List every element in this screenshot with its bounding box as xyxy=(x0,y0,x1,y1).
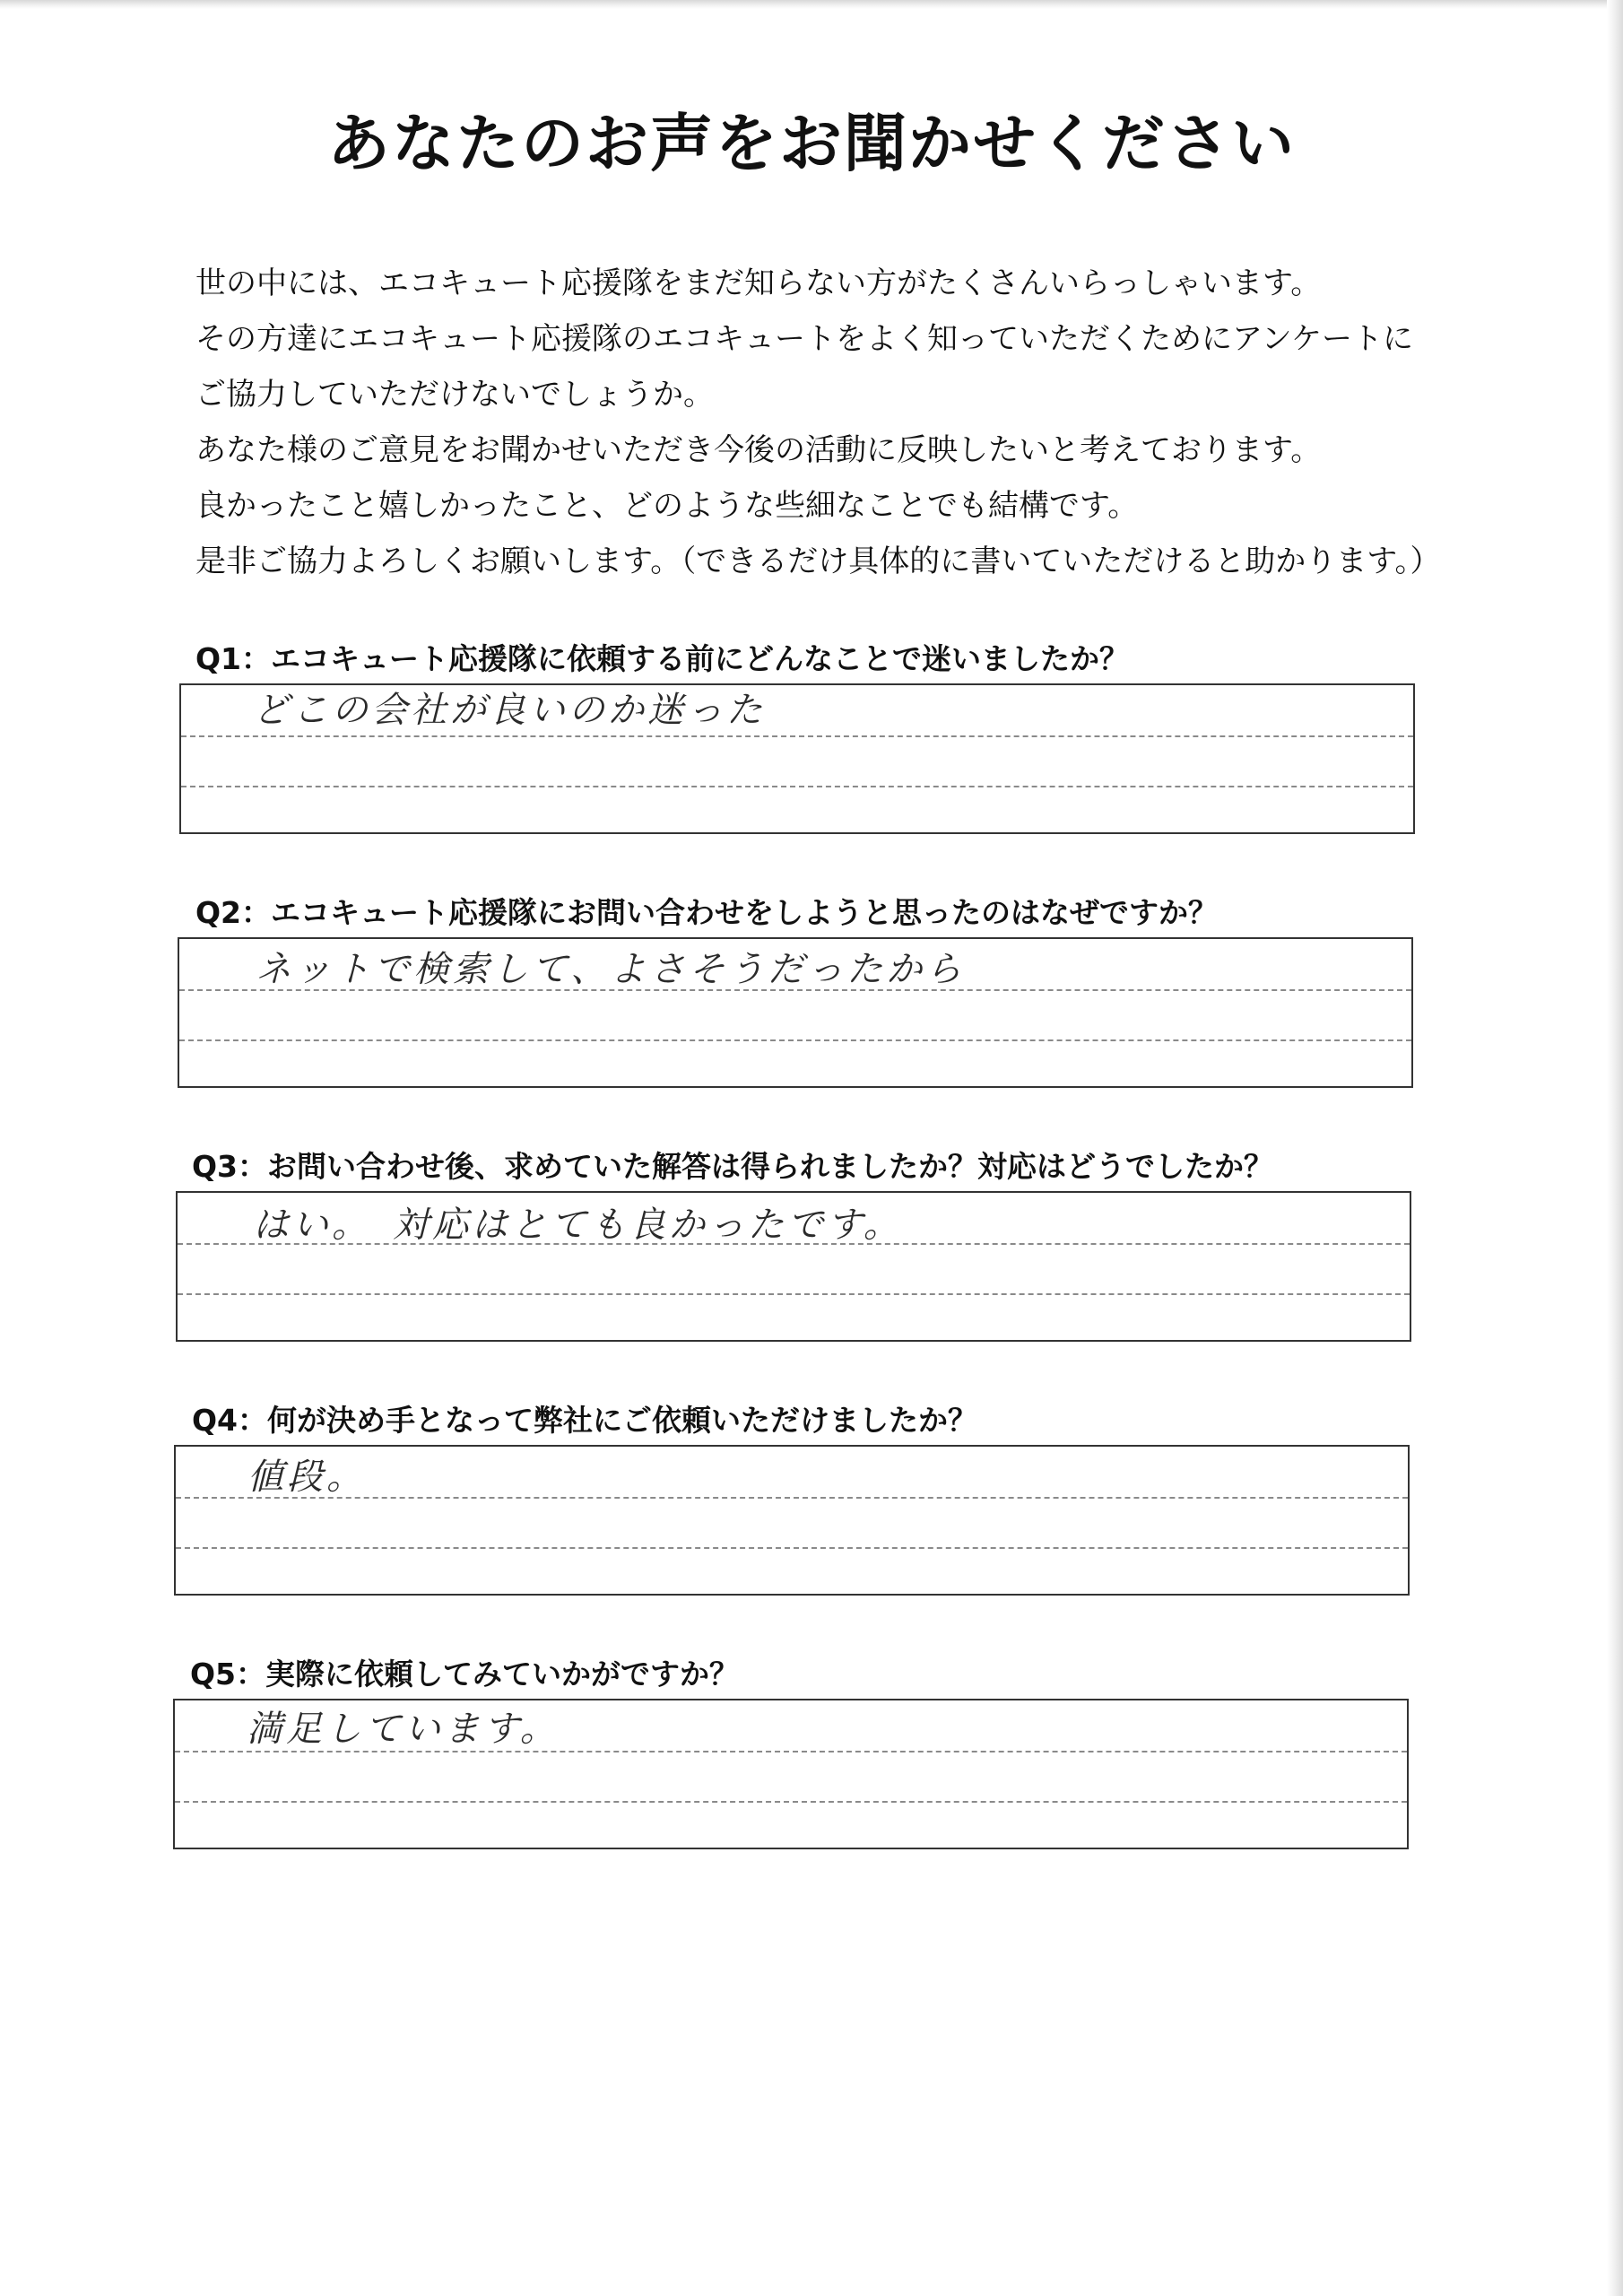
question-4-answer-box[interactable] xyxy=(174,1445,1410,1596)
scan-edge-right xyxy=(1607,0,1623,2296)
question-4-label: Q4：何が決め手となって弊社にご依頼いただけましたか？ xyxy=(192,1403,978,1438)
answer-rule-line xyxy=(179,1039,1411,1041)
question-4-answer: 値段。 xyxy=(247,1457,366,1498)
question-2-answer: ネットで検索して、よさそうだったから xyxy=(256,949,966,990)
intro-line: 是非ご協力よろしくお願いします。（できるだけ具体的に書いていただけると助かります。） xyxy=(195,544,1441,579)
question-1-answer: どこの会社が良いのか迷った xyxy=(253,690,766,731)
intro-paragraph xyxy=(195,256,1451,589)
question-3 xyxy=(0,1149,1623,1355)
page-title: あなたのお声をお聞かせください xyxy=(327,107,1296,180)
question-2-label: Q2：エコキュート応援隊にお問い合わせをしようと思ったのはなぜですか？ xyxy=(195,895,1219,930)
question-2 xyxy=(0,895,1623,1101)
scan-edge-top xyxy=(0,0,1623,9)
intro-line: 世の中には、エコキュート応援隊をまだ知らない方がたくさんいらっしゃいます。 xyxy=(195,265,1322,301)
answer-rule-line xyxy=(181,735,1413,737)
answer-rule-line xyxy=(181,786,1413,787)
question-4 xyxy=(0,1403,1623,1609)
question-3-label: Q3：お問い合わせ後、求めていた解答は得られましたか？対応はどうでしたか？ xyxy=(192,1149,1274,1184)
question-3-answer: はい。 対応はとても良かったです。 xyxy=(253,1205,903,1246)
question-5-answer-box[interactable] xyxy=(173,1699,1409,1849)
question-1-answer-box[interactable] xyxy=(179,683,1415,834)
answer-rule-line xyxy=(178,1293,1410,1295)
intro-line: あなた様のご意見をお聞かせいただき今後の活動に反映したいと考えております。 xyxy=(195,432,1322,468)
question-2-answer-box[interactable] xyxy=(178,937,1413,1088)
question-1 xyxy=(0,641,1623,848)
intro-line: その方達にエコキュート応援隊のエコキュートをよく知っていただくためにアンケートに xyxy=(195,321,1413,357)
question-5-label: Q5：実際に依頼してみていかがですか？ xyxy=(190,1657,740,1692)
answer-rule-line xyxy=(176,1547,1408,1549)
answer-rule-line xyxy=(175,1801,1407,1803)
question-5-answer: 満足しています。 xyxy=(247,1709,560,1750)
intro-line: ご協力していただけないでしょうか。 xyxy=(195,377,714,413)
question-3-answer-box[interactable] xyxy=(176,1191,1411,1342)
question-5 xyxy=(0,1657,1623,1863)
intro-line: 良かったこと嬉しかったこと、どのような些細なことでも結構です。 xyxy=(195,488,1139,524)
question-1-label: Q1：エコキュート応援隊に依頼する前にどんなことで迷いましたか？ xyxy=(195,641,1130,676)
